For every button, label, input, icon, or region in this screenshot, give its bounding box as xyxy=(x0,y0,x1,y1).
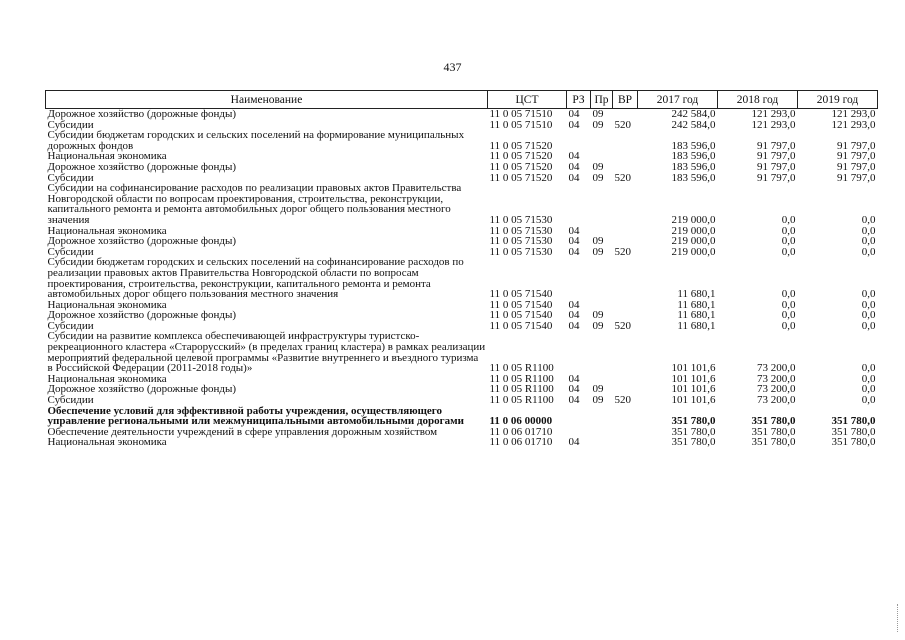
row-pr: 09 xyxy=(592,394,604,407)
row-pr xyxy=(591,130,613,151)
row-vr: 520 xyxy=(614,171,631,184)
col-header-vr: ВР xyxy=(613,91,638,109)
row-cst: 11 0 05 71510 xyxy=(489,108,553,120)
row-value-2018: 351 780,0 xyxy=(751,415,796,428)
row-pr: 09 xyxy=(592,319,604,332)
row-rz: 04 xyxy=(568,150,580,163)
row-vr xyxy=(613,406,638,427)
row-name: Субсидии xyxy=(47,394,94,407)
row-value-2017: 219 000,0 xyxy=(671,213,716,226)
row-value-2018: 73 200,0 xyxy=(757,383,796,396)
row-value-2018: 73 200,0 xyxy=(757,394,796,407)
row-vr xyxy=(613,151,638,162)
row-value-2019: 0,0 xyxy=(861,319,876,332)
row-rz xyxy=(567,183,591,225)
row-value-2017: 219 000,0 xyxy=(671,245,716,258)
row-vr xyxy=(613,257,638,299)
row-cst: 11 0 05 R1100 xyxy=(489,383,554,396)
row-value-2017: 183 596,0 xyxy=(671,150,716,163)
row-name: Национальная экономика xyxy=(47,224,167,237)
row-value-2018: 0,0 xyxy=(781,298,796,311)
row-value-2019: 0,0 xyxy=(861,224,876,237)
row-value-2017: 183 596,0 xyxy=(671,160,716,173)
row-name: Субсидии на софинансирование расходов по реализации правовых актов Правительства Новгородской области по вопросам проектирования, строительства, реконструкции, капитального ремонта и ремонта автомобильных дорог общего пользования местного значения xyxy=(47,182,462,226)
row-rz: 04 xyxy=(568,309,580,322)
row-rz: 04 xyxy=(568,171,580,184)
table-row xyxy=(46,162,878,173)
row-cst: 11 0 05 71520 xyxy=(489,139,553,152)
row-rz: 04 xyxy=(568,118,580,131)
col-header-name: Наименование xyxy=(46,91,488,109)
row-value-2019: 0,0 xyxy=(861,235,876,248)
table-row xyxy=(46,384,878,395)
table-row xyxy=(46,130,878,151)
row-value-2018: 91 797,0 xyxy=(757,171,796,184)
row-name: Дорожное хозяйство (дорожные фонды) xyxy=(47,160,237,173)
row-cst: 11 0 05 71530 xyxy=(489,235,553,248)
row-value-2018: 91 797,0 xyxy=(757,139,796,152)
row-value-2018: 351 780,0 xyxy=(751,436,796,449)
row-name: Дорожное хозяйство (дорожные фонды) xyxy=(47,235,237,248)
row-cst: 11 0 05 R1100 xyxy=(489,372,554,385)
row-value-2019: 121 293,0 xyxy=(831,108,876,120)
row-value-2017: 219 000,0 xyxy=(671,235,716,248)
row-value-2019: 0,0 xyxy=(861,288,876,301)
row-rz: 04 xyxy=(568,372,580,385)
row-value-2019: 0,0 xyxy=(861,372,876,385)
row-pr xyxy=(591,257,613,299)
row-pr: 09 xyxy=(592,245,604,258)
row-rz xyxy=(567,406,591,427)
row-rz: 04 xyxy=(568,394,580,407)
row-rz: 04 xyxy=(568,160,580,173)
row-cst: 11 0 05 R1100 xyxy=(489,394,554,407)
row-rz xyxy=(567,257,591,299)
row-value-2017: 351 780,0 xyxy=(671,436,716,449)
row-value-2017: 242 584,0 xyxy=(671,108,716,120)
row-pr xyxy=(591,427,613,438)
row-value-2018: 73 200,0 xyxy=(757,372,796,385)
row-value-2018: 0,0 xyxy=(781,235,796,248)
row-pr: 09 xyxy=(592,235,604,248)
col-header-rz: РЗ xyxy=(567,91,591,109)
table-row xyxy=(46,310,878,321)
row-rz: 04 xyxy=(568,235,580,248)
row-value-2019: 0,0 xyxy=(861,394,876,407)
row-value-2018: 0,0 xyxy=(781,288,796,301)
row-name: Субсидии бюджетам городских и сельских поселений на формирование муниципальных дорожных фондов xyxy=(47,129,465,152)
row-value-2018: 351 780,0 xyxy=(751,425,796,438)
row-name: Субсидии бюджетам городских и сельских поселений на софинансирование расходов по реализации правовых актов Правительства Новгородской области по вопросам проектирования, строительства, реконструкции, капитального ремонта и ремонта автомобильных дорог общего пользования местного значения xyxy=(47,256,464,301)
row-vr xyxy=(613,130,638,151)
row-value-2017: 101 101,6 xyxy=(671,362,716,375)
row-cst: 11 0 05 71520 xyxy=(489,150,553,163)
table-row xyxy=(46,331,878,373)
row-name: Дорожное хозяйство (дорожные фонды) xyxy=(47,108,237,120)
row-rz: 04 xyxy=(568,383,580,396)
row-value-2017: 11 680,1 xyxy=(677,309,716,322)
table-body xyxy=(46,109,878,449)
row-vr xyxy=(613,437,638,448)
row-vr xyxy=(613,300,638,311)
row-pr: 09 xyxy=(592,160,604,173)
budget-table xyxy=(45,90,878,448)
row-vr: 520 xyxy=(614,245,631,258)
row-value-2018: 91 797,0 xyxy=(757,160,796,173)
row-value-2019: 0,0 xyxy=(861,383,876,396)
row-pr xyxy=(591,437,613,448)
row-value-2018: 0,0 xyxy=(781,245,796,258)
row-cst: 11 0 05 71540 xyxy=(489,319,553,332)
table-row xyxy=(46,257,878,299)
row-value-2017: 242 584,0 xyxy=(671,118,716,131)
row-value-2018: 121 293,0 xyxy=(751,108,796,120)
row-value-2018: 0,0 xyxy=(781,224,796,237)
table-header-row xyxy=(46,91,878,109)
col-header-cst: ЦСТ xyxy=(488,91,567,109)
row-value-2018: 0,0 xyxy=(781,319,796,332)
row-cst: 11 0 05 71530 xyxy=(489,213,553,226)
row-rz xyxy=(567,331,591,373)
row-cst: 11 0 05 71530 xyxy=(489,224,553,237)
row-value-2017: 11 680,1 xyxy=(677,298,716,311)
row-cst: 11 0 05 R1100 xyxy=(489,362,554,375)
row-value-2019: 351 780,0 xyxy=(831,425,876,438)
row-value-2018: 73 200,0 xyxy=(757,362,796,375)
row-cst: 11 0 06 01710 xyxy=(489,425,553,438)
row-value-2019: 91 797,0 xyxy=(837,150,876,163)
row-value-2019: 0,0 xyxy=(861,309,876,322)
col-header-2017: 2017 год xyxy=(638,91,718,109)
margin-mark xyxy=(897,604,899,632)
row-cst: 11 0 05 71520 xyxy=(489,160,553,173)
row-pr: 09 xyxy=(592,118,604,131)
row-value-2019: 351 780,0 xyxy=(831,415,876,428)
row-value-2017: 183 596,0 xyxy=(671,171,716,184)
row-value-2017: 11 680,1 xyxy=(677,319,716,332)
row-value-2018: 91 797,0 xyxy=(757,150,796,163)
row-cst: 11 0 06 01710 xyxy=(489,436,553,449)
row-name: Субсидии xyxy=(47,319,94,332)
row-vr xyxy=(613,427,638,438)
row-vr xyxy=(613,162,638,173)
row-pr: 09 xyxy=(592,171,604,184)
row-vr xyxy=(613,183,638,225)
row-value-2019: 0,0 xyxy=(861,213,876,226)
row-value-2019: 0,0 xyxy=(861,362,876,375)
row-value-2019: 0,0 xyxy=(861,245,876,258)
row-rz: 04 xyxy=(568,436,580,449)
row-rz: 04 xyxy=(568,224,580,237)
row-vr xyxy=(613,374,638,385)
row-rz: 04 xyxy=(568,319,580,332)
row-name: Дорожное хозяйство (дорожные фонды) xyxy=(47,383,237,396)
row-cst: 11 0 05 71540 xyxy=(489,288,553,301)
row-value-2019: 121 293,0 xyxy=(831,118,876,131)
row-name: Национальная экономика xyxy=(47,298,167,311)
row-vr xyxy=(613,109,638,120)
row-value-2018: 0,0 xyxy=(781,213,796,226)
row-name: Субсидии xyxy=(47,245,94,258)
row-name: Субсидии xyxy=(47,118,94,131)
row-value-2017: 219 000,0 xyxy=(671,224,716,237)
row-rz: 04 xyxy=(568,108,580,120)
row-value-2017: 101 101,6 xyxy=(671,383,716,396)
row-value-2018: 121 293,0 xyxy=(751,118,796,131)
row-cst: 11 0 05 71530 xyxy=(489,245,553,258)
col-header-2018: 2018 год xyxy=(718,91,798,109)
row-name: Национальная экономика xyxy=(47,436,167,449)
row-name: Национальная экономика xyxy=(47,372,167,385)
row-pr xyxy=(591,183,613,225)
row-vr xyxy=(613,331,638,373)
row-name: Обеспечение деятельности учреждений в сфере управления дорожным хозяйством xyxy=(47,425,438,438)
row-value-2019: 91 797,0 xyxy=(837,139,876,152)
table-row xyxy=(46,183,878,225)
row-value-2019: 0,0 xyxy=(861,298,876,311)
row-pr: 09 xyxy=(592,383,604,396)
row-pr xyxy=(591,406,613,427)
row-value-2017: 101 101,6 xyxy=(671,394,716,407)
row-pr: 09 xyxy=(592,309,604,322)
row-name: Обеспечение условий для эффективной работы учреждения, осуществляющего управление региональными или межмуниципальными автомобильными дорогами xyxy=(47,404,465,428)
row-value-2017: 351 780,0 xyxy=(671,415,716,428)
row-cst: 11 0 05 71540 xyxy=(489,309,553,322)
row-pr xyxy=(591,331,613,373)
table-row xyxy=(46,236,878,247)
row-value-2017: 183 596,0 xyxy=(671,139,716,152)
row-name: Субсидии на развитие комплекса обеспечивающей инфраструктуры туристско-рекреационного кластера «Старорусский» (в пределах границ кластера) в рамках реализации мероприятий федеральной целевой программы «Развитие внутреннего и въездного туризма в Российской Федерации (2011-2018 годы)» xyxy=(47,330,486,375)
row-cst: 11 0 05 71510 xyxy=(489,118,553,131)
row-vr: 520 xyxy=(614,319,631,332)
table-row xyxy=(46,109,878,120)
row-value-2019: 91 797,0 xyxy=(837,160,876,173)
table-row xyxy=(46,437,878,448)
table-row xyxy=(46,406,878,427)
row-value-2017: 11 680,1 xyxy=(677,288,716,301)
row-pr: 09 xyxy=(592,108,604,120)
row-rz: 04 xyxy=(568,298,580,311)
row-value-2019: 91 797,0 xyxy=(837,171,876,184)
row-rz xyxy=(567,130,591,151)
row-cst: 11 0 06 00000 xyxy=(489,415,553,428)
row-cst: 11 0 05 71540 xyxy=(489,298,553,311)
row-value-2018: 0,0 xyxy=(781,309,796,322)
col-header-2019: 2019 год xyxy=(798,91,878,109)
row-vr: 520 xyxy=(614,118,631,131)
row-rz: 04 xyxy=(568,245,580,258)
row-cst: 11 0 05 71520 xyxy=(489,171,553,184)
row-name: Субсидии xyxy=(47,171,94,184)
row-vr xyxy=(613,226,638,237)
row-value-2019: 351 780,0 xyxy=(831,436,876,449)
col-header-pr: Пр xyxy=(591,91,613,109)
page-number: 437 xyxy=(443,60,462,74)
row-vr: 520 xyxy=(614,394,631,407)
row-value-2017: 351 780,0 xyxy=(671,425,716,438)
row-value-2017: 101 101,6 xyxy=(671,372,716,385)
row-name: Национальная экономика xyxy=(47,150,167,163)
row-name: Дорожное хозяйство (дорожные фонды) xyxy=(47,309,237,322)
